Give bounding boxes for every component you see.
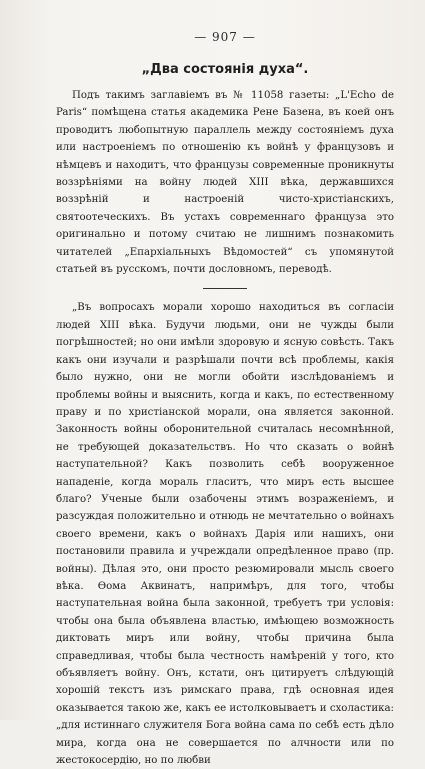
page-number: — 907 — [194, 30, 256, 44]
intro-text: Подъ такимъ заглавіемъ въ № 11058 газеты: „L'Echo de Paris“ помѣщена статья академика Рене Базена, въ коей онъ проводитъ любопытную параллель между состояніемъ духа или настроеніемъ по отношенію къ войнѣ у французовъ и нѣмцевъ и находитъ, что французы современные проникнуты воззрѣніями на войну людей XIII вѣка, державшихся воззрѣній и настроеній чисто-христіанскихъ, святоотеческихъ. Въ устахъ современнаго француза это оригинально и потому считаю не лишнимъ познакомить читателей „Епархіальныхъ Вѣдомостей“ съ упомянутой статьей въ русскомъ, почти дословномъ, переводѣ. [56, 90, 394, 276]
section-divider [203, 288, 247, 289]
body-paragraph [56, 299, 394, 769]
intro-paragraph [56, 87, 394, 278]
article-title: „Два состоянія духа“. [141, 62, 309, 77]
body-text: „Въ вопросахъ морали хорошо находиться въ согласіи людей XIII вѣка. Будучи людьми, они не чужды были погрѣшностей; но они имѣли здоровую и ясную совѣсть. Такъ какъ они изучали и разрѣшали почти всѣ проблемы, какія было нужно, они не могли обойти изслѣдованіемъ и проблемы войны и выяснить, когда и какъ, по естественному праву и по христіанской морали, она является законной. Законность войны оборонительной считалась несомнѣнной, не требующей доказательствъ. Но что сказать о войнѣ наступательной? Какъ позволить себѣ вооруженное нападеніе, когда мораль гласитъ, что миръ есть высшее благо? Ученые были озабочены этимъ возраженіемъ, и разсуждая положительно и отнюдь не мечтательно о войнахъ своего времени, какъ о войнахъ Дарія или нашихъ, они постановили правила и учреждали опредѣленное право (пр. войны). Дѣлая это, они просто резюмировали мысль своего вѣка. Ѳома Аквинатъ, напримѣръ, для того, чтобы наступательная война была законной, требуетъ три условія: чтобы она была объявлена властью, имѣющею возможность диктовать миръ или войну, чтобы причина была справедливая, чтобы была честность намѣреній у того, кто объявляетъ войну. Онъ, кстати, онъ цитируетъ слѣдующій хорошій текстъ изъ римскаго права, гдѣ основная идея оказывается такою же, какъ ее истолковываетъ и схоластика: „для истиннаго служителя Бога война сама по себѣ есть дѣло мира, когда она не совершается по алчности или по жестокосердію, но по любви [56, 302, 394, 767]
page-content [56, 30, 394, 769]
